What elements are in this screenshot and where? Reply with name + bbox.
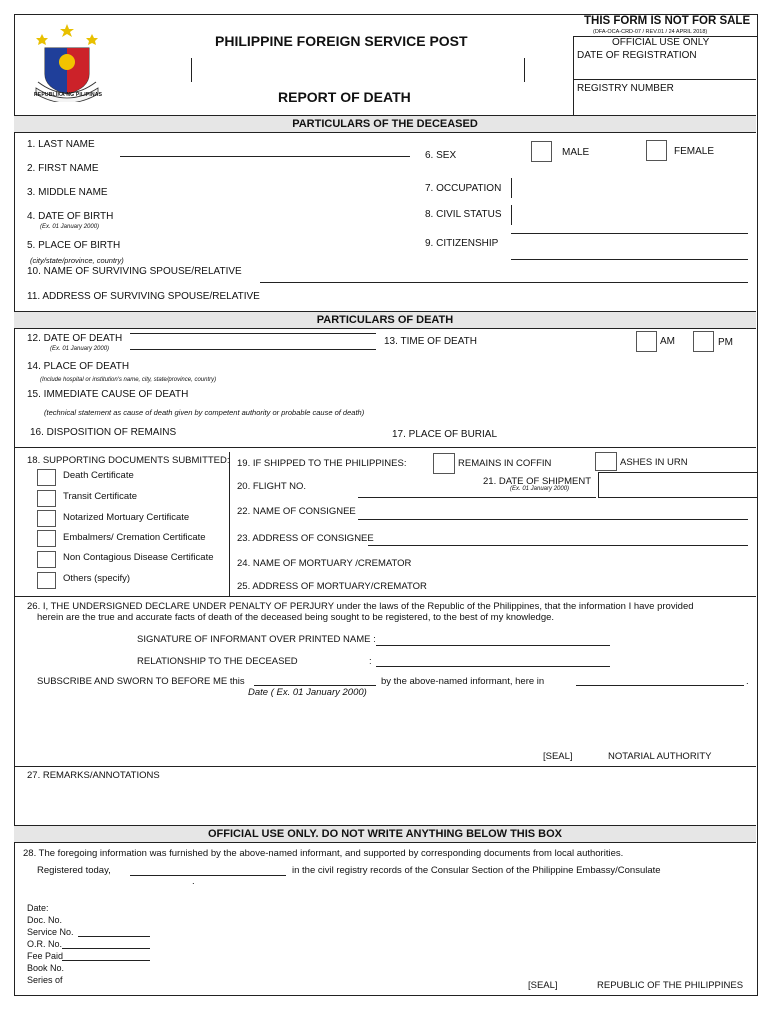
flight-number-field[interactable] <box>358 497 596 498</box>
consignee-name-label: 22. NAME OF CONSIGNEE <box>237 506 356 517</box>
registered-today-label: Registered today, <box>37 865 111 876</box>
divider <box>14 766 756 767</box>
notarial-authority-label: NOTARIAL AUTHORITY <box>608 751 712 762</box>
official-use-label: OFFICIAL USE ONLY <box>612 37 710 48</box>
citizenship-field[interactable] <box>511 259 748 260</box>
date-of-death-field[interactable] <box>130 333 376 334</box>
seal-text: REPUBLIKA NG PILIPINAS <box>34 92 103 98</box>
male-label: MALE <box>562 147 590 158</box>
shipment-date-field[interactable] <box>598 472 757 498</box>
official-date-label: Date: <box>27 903 49 913</box>
place-of-birth-label: 5. PLACE OF BIRTH <box>27 240 121 251</box>
citizenship-label: 9. CITIZENSHIP <box>425 238 499 249</box>
date-of-birth-hint: (Ex. 01 January 2000) <box>40 224 100 230</box>
mortuary-certificate-label: Notarized Mortuary Certificate <box>63 512 190 523</box>
form-subtitle: REPORT OF DEATH <box>278 89 411 105</box>
declaration-line-2: herein are the true and accurate facts of death of the deceased being sought to be registered, to the best of my knowledge. <box>37 612 555 623</box>
sworn-date-field[interactable] <box>254 685 376 686</box>
pm-label: PM <box>718 337 733 348</box>
non-contagious-certificate-checkbox[interactable] <box>37 551 56 568</box>
form-code: (DFA-OCA-CRD-07 / REV.01 / 24 APRIL 2018) <box>593 29 708 35</box>
remains-in-coffin-label: REMAINS IN COFFIN <box>458 458 552 469</box>
registry-number-label: REGISTRY NUMBER <box>577 83 674 94</box>
relationship-colon: : <box>369 656 372 667</box>
date-of-death-line <box>130 349 376 350</box>
male-checkbox[interactable] <box>531 141 552 162</box>
last-name-field[interactable] <box>120 156 410 157</box>
divider <box>524 58 525 82</box>
divider <box>191 58 192 82</box>
mortuary-certificate-checkbox[interactable] <box>37 510 56 527</box>
consignee-address-label: 23. ADDRESS OF CONSIGNEE <box>237 533 374 544</box>
book-number-label: Book No. <box>27 963 65 973</box>
sworn-date-hint: Date ( Ex. 01 January 2000) <box>248 687 367 698</box>
mortuary-address-label: 25. ADDRESS OF MORTUARY/CREMATOR <box>237 581 427 592</box>
date-of-death-hint: (Ex. 01 January 2000) <box>50 346 110 352</box>
flight-number-label: 20. FLIGHT NO. <box>237 481 306 492</box>
divider <box>229 452 230 596</box>
sworn-label: SUBSCRIBE AND SWORN TO BEFORE ME this <box>37 676 245 687</box>
sworn-place-field[interactable] <box>576 685 744 686</box>
death-certificate-label: Death Certificate <box>63 470 134 481</box>
non-contagious-certificate-label: Non Contagious Disease Certificate <box>63 552 214 563</box>
republic-label: REPUBLIC OF THE PHILIPPINES <box>597 980 744 991</box>
place-of-death-label: 14. PLACE OF DEATH <box>27 361 130 372</box>
disposition-label: 16. DISPOSITION OF REMAINS <box>30 427 177 438</box>
ashes-in-urn-checkbox[interactable] <box>595 452 617 471</box>
official-use-box <box>573 36 757 117</box>
sworn-period: . <box>746 676 749 687</box>
official-seal-label: [SEAL] <box>528 980 558 991</box>
date-of-registration-label: DATE OF REGISTRATION <box>577 50 697 61</box>
divider <box>573 79 756 80</box>
signature-field[interactable] <box>376 645 610 646</box>
transit-certificate-label: Transit Certificate <box>63 491 138 502</box>
notary-seal-label: [SEAL] <box>543 751 573 762</box>
cause-of-death-hint: (technical statement as cause of death given by competent authority or probable cause of death) <box>44 408 365 417</box>
civil-status-line <box>511 233 748 234</box>
cause-of-death-label: 15. IMMEDIATE CAUSE OF DEATH <box>27 389 189 400</box>
form-title: PHILIPPINE FOREIGN SERVICE POST <box>215 33 468 49</box>
others-label: Others (specify) <box>63 573 131 584</box>
female-checkbox[interactable] <box>646 140 667 161</box>
embalmers-certificate-label: Embalmers/ Cremation Certificate <box>63 532 206 543</box>
time-of-death-label: 13. TIME OF DEATH <box>384 336 477 347</box>
civil-status-label: 8. CIVIL STATUS <box>425 209 502 220</box>
mortuary-name-label: 24. NAME OF MORTUARY /CREMATOR <box>237 558 412 569</box>
shipment-date-label: 21. DATE OF SHIPMENT <box>483 476 592 487</box>
occupation-field[interactable] <box>511 178 512 198</box>
middle-name-label: 3. MIDDLE NAME <box>27 187 108 198</box>
place-of-birth-hint: (city/state/province, country) <box>30 256 124 265</box>
divider <box>14 447 756 448</box>
remarks-label: 27. REMARKS/ANNOTATIONS <box>27 770 160 781</box>
series-label: Series of <box>27 975 63 985</box>
embalmers-certificate-checkbox[interactable] <box>37 530 56 547</box>
fee-paid-label: Fee Paid <box>27 951 64 961</box>
service-number-label: Service No. <box>27 927 74 937</box>
declaration-line-1: 26. I, THE UNDERSIGNED DECLARE UNDER PENALTY OF PERJURY under the laws of the Republic of the Philippines, that the information I have provided <box>27 601 694 612</box>
not-for-sale-notice: THIS FORM IS NOT FOR SALE <box>584 15 751 27</box>
or-number-label: O.R. No. <box>27 939 63 949</box>
supporting-documents-label: 18. SUPPORTING DOCUMENTS SUBMITTED: <box>27 455 230 466</box>
section-heading-official-use: OFFICIAL USE ONLY. DO NOT WRITE ANYTHING BELOW THIS BOX <box>14 825 756 843</box>
remains-in-coffin-checkbox[interactable] <box>433 453 455 474</box>
spouse-name-label: 10. NAME OF SURVIVING SPOUSE/RELATIVE <box>27 266 242 277</box>
am-label: AM <box>660 336 675 347</box>
sex-label: 6. SEX <box>425 150 457 161</box>
others-checkbox[interactable] <box>37 572 56 589</box>
civil-status-field[interactable] <box>511 205 512 225</box>
occupation-label: 7. OCCUPATION <box>425 183 502 194</box>
spouse-name-field[interactable] <box>260 282 748 283</box>
signature-label: SIGNATURE OF INFORMANT OVER PRINTED NAME : <box>137 634 376 645</box>
first-name-label: 2. FIRST NAME <box>27 163 99 174</box>
pm-checkbox[interactable] <box>693 331 714 352</box>
last-name-label: 1. LAST NAME <box>27 139 95 150</box>
place-of-death-hint: (Include hospital or institution's name, city, state/province, country) <box>40 377 217 383</box>
ashes-in-urn-label: ASHES IN URN <box>620 457 688 468</box>
divider <box>14 596 756 597</box>
am-checkbox[interactable] <box>636 331 657 352</box>
transit-certificate-checkbox[interactable] <box>37 490 56 507</box>
consignee-address-field[interactable] <box>368 545 748 546</box>
sworn-informant-label: by the above-named informant, here in <box>381 676 545 687</box>
section-heading-death: PARTICULARS OF DEATH <box>14 311 756 329</box>
registered-dot: . <box>192 876 195 887</box>
official-statement: 28. The foregoing information was furnished by the above-named informant, and supported by corresponding documents from local authorities. <box>23 848 624 859</box>
coat-of-arms-logo <box>28 22 106 102</box>
relationship-field[interactable] <box>376 666 610 667</box>
service-number-field[interactable] <box>78 936 150 937</box>
registered-date-field[interactable] <box>130 875 286 876</box>
civil-registry-label: in the civil registry records of the Consular Section of the Philippine Embassy/Consulate <box>292 865 661 876</box>
consignee-name-field[interactable] <box>358 519 748 520</box>
date-of-birth-label: 4. DATE OF BIRTH <box>27 211 114 222</box>
or-number-field[interactable] <box>62 948 150 949</box>
shipped-label: 19. IF SHIPPED TO THE PHILIPPINES: <box>237 458 407 469</box>
fee-paid-field[interactable] <box>62 960 150 961</box>
relationship-label: RELATIONSHIP TO THE DECEASED <box>137 656 298 667</box>
section-heading-deceased: PARTICULARS OF THE DECEASED <box>14 115 756 133</box>
death-certificate-checkbox[interactable] <box>37 469 56 486</box>
spouse-address-label: 11. ADDRESS OF SURVIVING SPOUSE/RELATIVE <box>27 291 260 302</box>
female-label: FEMALE <box>674 146 715 157</box>
place-of-burial-label: 17. PLACE OF BURIAL <box>392 429 498 440</box>
date-of-death-label: 12. DATE OF DEATH <box>27 333 123 344</box>
shipment-date-hint: (Ex. 01 January 2000) <box>510 486 570 492</box>
doc-number-label: Doc. No. <box>27 915 63 925</box>
